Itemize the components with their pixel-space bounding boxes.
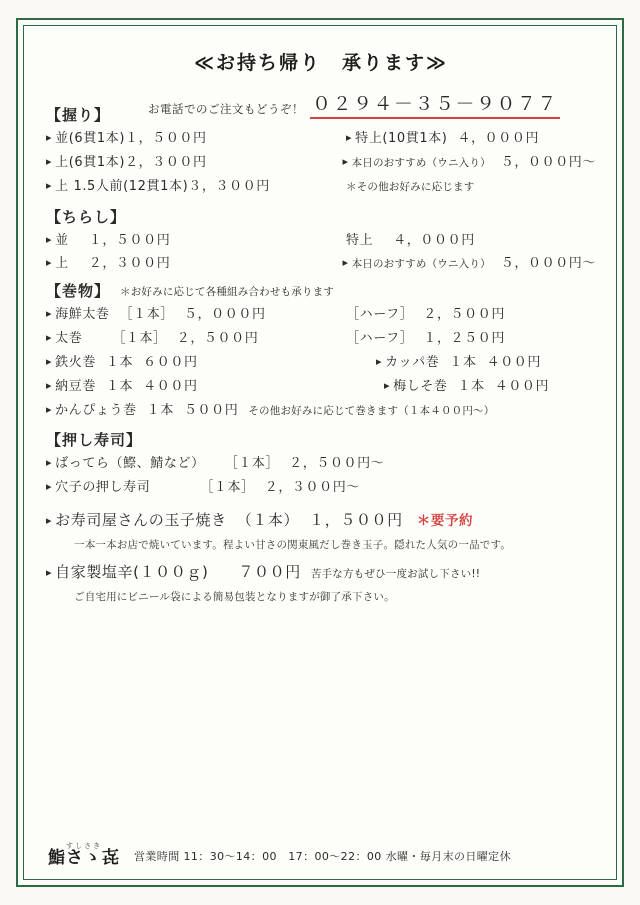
item-price: ２，５００円～ bbox=[289, 456, 385, 472]
item-name: 太巻 bbox=[55, 331, 83, 347]
item-unit: （１本） bbox=[236, 511, 300, 530]
bullet-icon: ▸ bbox=[46, 514, 53, 528]
menu-row bbox=[46, 232, 596, 251]
item-name: 並(6貫1本) bbox=[55, 131, 126, 146]
flyer-content bbox=[32, 30, 608, 877]
bullet-icon: ▸ bbox=[46, 256, 53, 270]
menu-row bbox=[46, 402, 596, 421]
bullet-icon: ▸ bbox=[46, 378, 53, 392]
nigiri-header-row bbox=[46, 89, 596, 125]
menu-row bbox=[46, 255, 596, 274]
item-price: ４００円 bbox=[486, 354, 542, 370]
menu-row bbox=[46, 479, 596, 498]
item-name: 穴子の押し寿司 bbox=[55, 480, 151, 496]
reservation-badge: ＊要予約 bbox=[416, 513, 474, 530]
item-unit: ［１本］ bbox=[112, 331, 167, 347]
special-note: ご自宅用にビニール袋による簡易包装となりますが御了承下さい。 bbox=[74, 590, 395, 603]
menu-row bbox=[46, 378, 596, 397]
item-name: 本日のおすすめ（ウニ入り） bbox=[351, 258, 491, 271]
item-name: 上(6貫1本) bbox=[55, 154, 126, 170]
menu-row bbox=[46, 455, 596, 474]
bullet-icon: ▸ bbox=[346, 131, 353, 144]
item-name: 特上 bbox=[346, 232, 374, 248]
item-price: ２，５００円 bbox=[176, 331, 259, 347]
bullet-icon: ▸ bbox=[46, 565, 53, 579]
item-unit: １本 bbox=[105, 354, 134, 370]
item-price: ７００円 bbox=[238, 562, 301, 581]
item-name: 海鮮太巻 bbox=[55, 307, 110, 323]
menu-row bbox=[46, 154, 596, 173]
phone-line bbox=[148, 89, 560, 119]
item-name: 鉄火巻 bbox=[55, 354, 96, 370]
bullet-icon: ▸ bbox=[342, 154, 349, 168]
makimono-header-row bbox=[46, 280, 596, 301]
item-note: その他お好みに応じて巻きます（１本４００円～） bbox=[248, 404, 495, 417]
item-price: ４００円 bbox=[143, 378, 198, 394]
bullet-icon: ▸ bbox=[376, 354, 383, 368]
item-name: ばってら（鰶、鯖など） bbox=[55, 456, 205, 472]
menu-row bbox=[46, 130, 596, 149]
section-heading-nigiri: 【握り】 bbox=[46, 106, 111, 124]
bullet-icon: ▸ bbox=[46, 456, 53, 470]
item-name: かんぴょう巻 bbox=[55, 402, 137, 418]
bullet-icon: ▸ bbox=[46, 232, 53, 246]
bullet-icon: ▸ bbox=[384, 378, 391, 392]
item-price: １，５００円 bbox=[309, 511, 403, 530]
menu-row bbox=[46, 178, 596, 197]
item-unit: ［１本］ bbox=[119, 307, 174, 323]
section-heading-makimono: 【巻物】 bbox=[46, 282, 111, 301]
bullet-icon: ▸ bbox=[46, 154, 53, 168]
item-price: ５００円 bbox=[183, 402, 239, 418]
item-unit: ［１本］ bbox=[224, 456, 280, 472]
item-unit: １本 bbox=[457, 378, 485, 394]
bullet-icon: ▸ bbox=[46, 178, 53, 192]
bullet-icon: ▸ bbox=[46, 480, 53, 494]
flyer-sheet bbox=[16, 18, 624, 887]
item-unit: ［ハーフ］ bbox=[346, 331, 414, 347]
item-name: 並 bbox=[55, 232, 69, 248]
menu-row bbox=[46, 330, 596, 349]
item-price: ２，５００円 bbox=[423, 307, 505, 323]
bullet-icon: ▸ bbox=[46, 354, 53, 368]
item-name: カッパ巻 bbox=[385, 354, 440, 370]
logo-ruby-text: すしさき bbox=[66, 842, 102, 850]
item-price: ４，０００円 bbox=[393, 232, 475, 248]
item-price: １，２５０円 bbox=[423, 331, 505, 347]
section-heading-oshizushi: 【押し寿司】 bbox=[46, 431, 143, 450]
menu-row bbox=[46, 354, 596, 373]
item-price: ６００円 bbox=[143, 354, 198, 370]
section-note-makimono: ＊お好みに応じて各種組み合わせも承ります bbox=[120, 286, 335, 299]
item-unit: １本 bbox=[105, 378, 134, 394]
item-price: ５，０００円 bbox=[183, 307, 266, 323]
special-note: 一本一本お店で焼いています。程よい甘さの関東風だし巻き玉子。隠れた人気の一品です。 bbox=[74, 538, 512, 551]
phone-label: お電話でのご注文もどうぞ！ bbox=[148, 102, 305, 116]
item-name: 上 1.5人前(12貫1本) bbox=[55, 178, 189, 194]
item-unit: ［ハーフ］ bbox=[346, 307, 414, 323]
item-price: ４００円 bbox=[494, 378, 550, 394]
bullet-icon: ▸ bbox=[46, 402, 53, 416]
item-name: 梅しそ巻 bbox=[393, 378, 448, 394]
special-row-tamagoyaki bbox=[46, 510, 596, 532]
item-price: ２，３００円～ bbox=[264, 480, 360, 496]
item-name: 上 bbox=[55, 256, 69, 272]
item-name: 納豆巻 bbox=[55, 378, 96, 394]
bullet-icon: ▸ bbox=[342, 256, 349, 270]
item-suffix: 苦手な方もぜひ一度お試し下さい!! bbox=[310, 567, 481, 580]
item-price: ３，３００円 bbox=[188, 178, 270, 194]
logo-text: 鮨さゝ㐂 bbox=[48, 848, 120, 868]
phone-number: ０２９４－３５－９０７７ bbox=[310, 89, 560, 119]
item-note: ＊その他お好みに応じます bbox=[346, 180, 475, 193]
bullet-icon: ▸ bbox=[46, 331, 53, 345]
menu-row bbox=[46, 306, 596, 325]
business-hours: 営業時間 11：30～14：00 17：00～22：00 水曜・毎月末の日曜定休 bbox=[134, 850, 511, 863]
item-unit: ［１本］ bbox=[200, 480, 255, 496]
item-name: 本日のおすすめ（ウニ入り） bbox=[351, 156, 491, 169]
section-heading-chirashi: 【ちらし】 bbox=[46, 207, 127, 226]
special-row-shiokara bbox=[46, 562, 596, 584]
item-unit: １本 bbox=[449, 354, 477, 370]
item-price: ５，０００円～ bbox=[500, 154, 596, 170]
footer bbox=[48, 843, 592, 867]
shop-logo bbox=[48, 843, 120, 867]
item-name: お寿司屋さんの玉子焼き bbox=[55, 511, 227, 530]
bullet-icon: ▸ bbox=[46, 307, 53, 321]
page-title: ≪お持ち帰り 承ります≫ bbox=[194, 52, 448, 74]
item-price: ２，３００円 bbox=[88, 256, 171, 272]
item-name: 特上(10貫1本) bbox=[355, 131, 448, 146]
item-price: ５，０００円～ bbox=[500, 256, 596, 272]
bullet-icon: ▸ bbox=[46, 131, 53, 144]
item-unit: １本 bbox=[146, 402, 174, 418]
item-price: １，５００円 bbox=[88, 232, 171, 248]
item-name: 自家製塩辛(１００ｇ) bbox=[55, 562, 209, 581]
item-price: １，５００円 bbox=[125, 131, 207, 146]
item-price: ４，０００円 bbox=[457, 131, 540, 146]
item-price: ２，３００円 bbox=[125, 154, 207, 170]
